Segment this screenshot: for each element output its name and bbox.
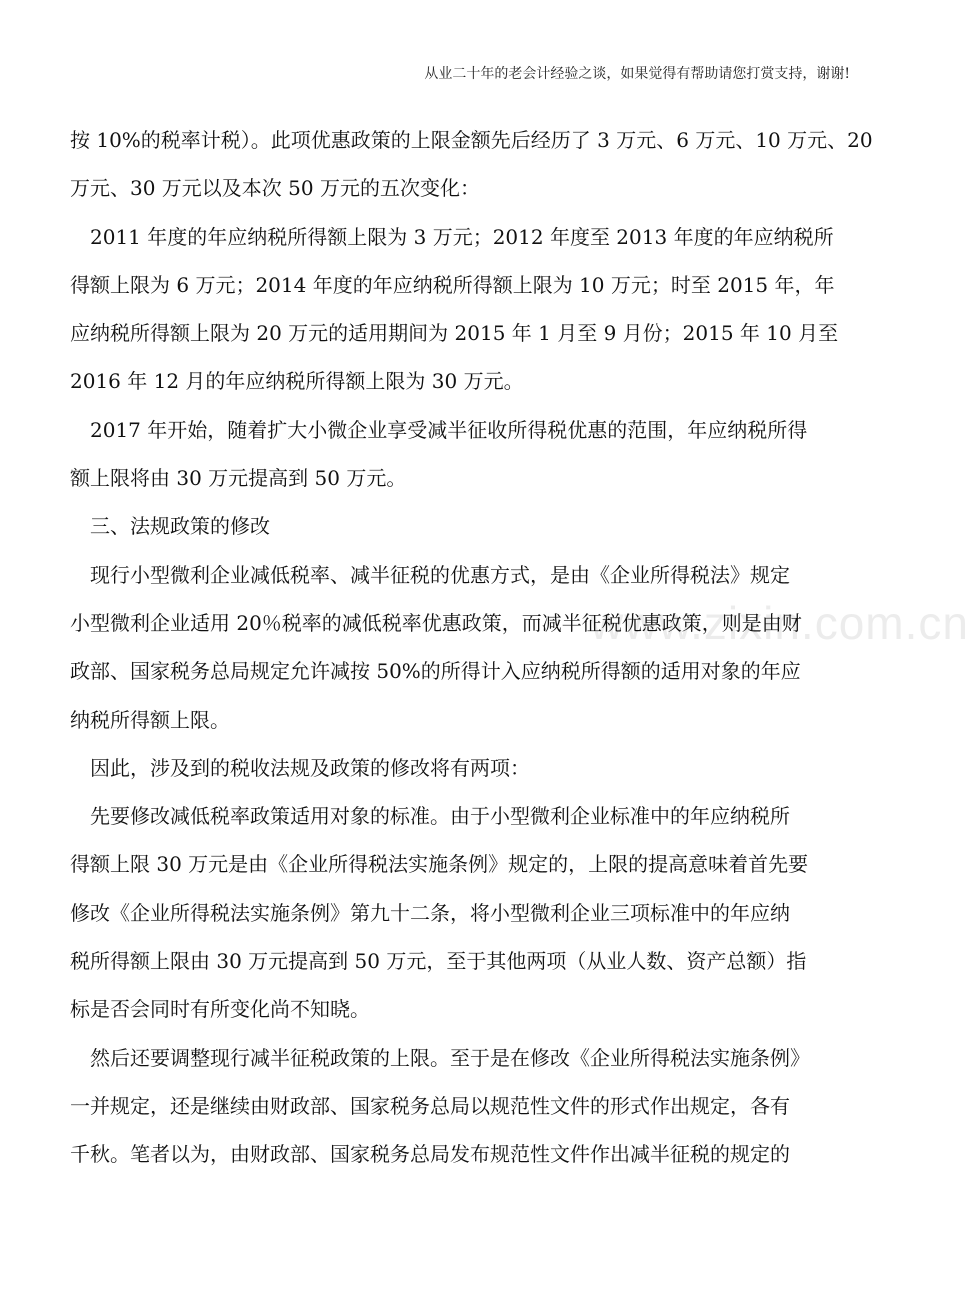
text-line: 因此，涉及到的税收法规及政策的修改将有两项： <box>90 755 530 780</box>
text-line: 然后还要调整现行减半征税政策的上限。至于是在修改《企业所得税法实施条例》 <box>90 1045 810 1070</box>
text-line: 千秋。笔者以为，由财政部、国家税务总局发布规范性文件作出减半征税的规定的 <box>70 1142 790 1167</box>
text-line: 万元、30 万元以及本次 50 万元的五次变化： <box>70 176 480 201</box>
section-heading-text: 三、法规政策的修改 <box>90 514 270 539</box>
paragraph-yearly-limits <box>70 213 852 406</box>
text-line: 一并规定，还是继续由财政部、国家税务总局以规范性文件的形式作出规定，各有 <box>70 1093 790 1118</box>
text-line: 标是否会同时有所变化尚不知晓。 <box>70 997 370 1022</box>
text-line: 2016 年 12 月的年应纳税所得额上限为 30 万元。 <box>70 369 524 394</box>
text-line: 小型微利企业适用 20％税率的减低税率优惠政策，而减半征税优惠政策，则是由财 <box>70 610 802 635</box>
paragraph-second-revision <box>70 1034 852 1179</box>
text-line: 按 10%的税率计税）。此项优惠政策的上限金额先后经历了 3 万元、6 万元、10 万元、20 <box>70 128 873 152</box>
paragraph-current-policy <box>70 551 852 744</box>
text-line: 2011 年度的年应纳税所得额上限为 3 万元；2012 年度至 2013 年度的年应纳税所 <box>90 224 834 249</box>
text-line: 纳税所得额上限。 <box>70 707 230 732</box>
text-line: 先要修改减低税率政策适用对象的标准。由于小型微利企业标准中的年应纳税所 <box>90 804 790 829</box>
paragraph-first-revision <box>70 792 852 1033</box>
text-line: 2017 年开始，随着扩大小微企业享受减半征收所得税优惠的范围，年应纳税所得 <box>90 417 808 442</box>
text-line: 修改《企业所得税法实施条例》第九十二条，将小型微利企业三项标准中的年应纳 <box>70 900 790 925</box>
text-line: 额上限将由 30 万元提高到 50 万元。 <box>70 466 407 491</box>
text-line: 税所得额上限由 30 万元提高到 50 万元，至于其他两项（从业人数、资产总额）指 <box>70 949 807 974</box>
page-header-note: 从业二十年的老会计经验之谈，如果觉得有帮助请您打赏支持，谢谢! <box>424 66 850 82</box>
watermark: www.zixin.com.cn <box>590 597 969 649</box>
text-line: 得额上限为 6 万元；2014 年度的年应纳税所得额上限为 10 万元；时至 2015 年，年 <box>70 272 835 297</box>
paragraph-rate-history-intro <box>70 116 873 213</box>
text-line: 现行小型微利企业减低税率、减半征税的优惠方式，是由《企业所得税法》规定 <box>90 562 790 587</box>
paragraph-2017-change <box>70 406 852 503</box>
document-body <box>70 116 873 1179</box>
text-line: 得额上限 30 万元是由《企业所得税法实施条例》规定的，上限的提高意味着首先要 <box>70 852 809 877</box>
section-heading <box>70 502 852 550</box>
text-line: 政部、国家税务总局规定允许减按 50%的所得计入应纳税所得额的适用对象的年应 <box>70 659 801 684</box>
text-line: 应纳税所得额上限为 20 万元的适用期间为 2015 年 1 月至 9 月份；2015 年 10 月至 <box>70 321 839 346</box>
paragraph-two-revisions <box>70 744 852 792</box>
